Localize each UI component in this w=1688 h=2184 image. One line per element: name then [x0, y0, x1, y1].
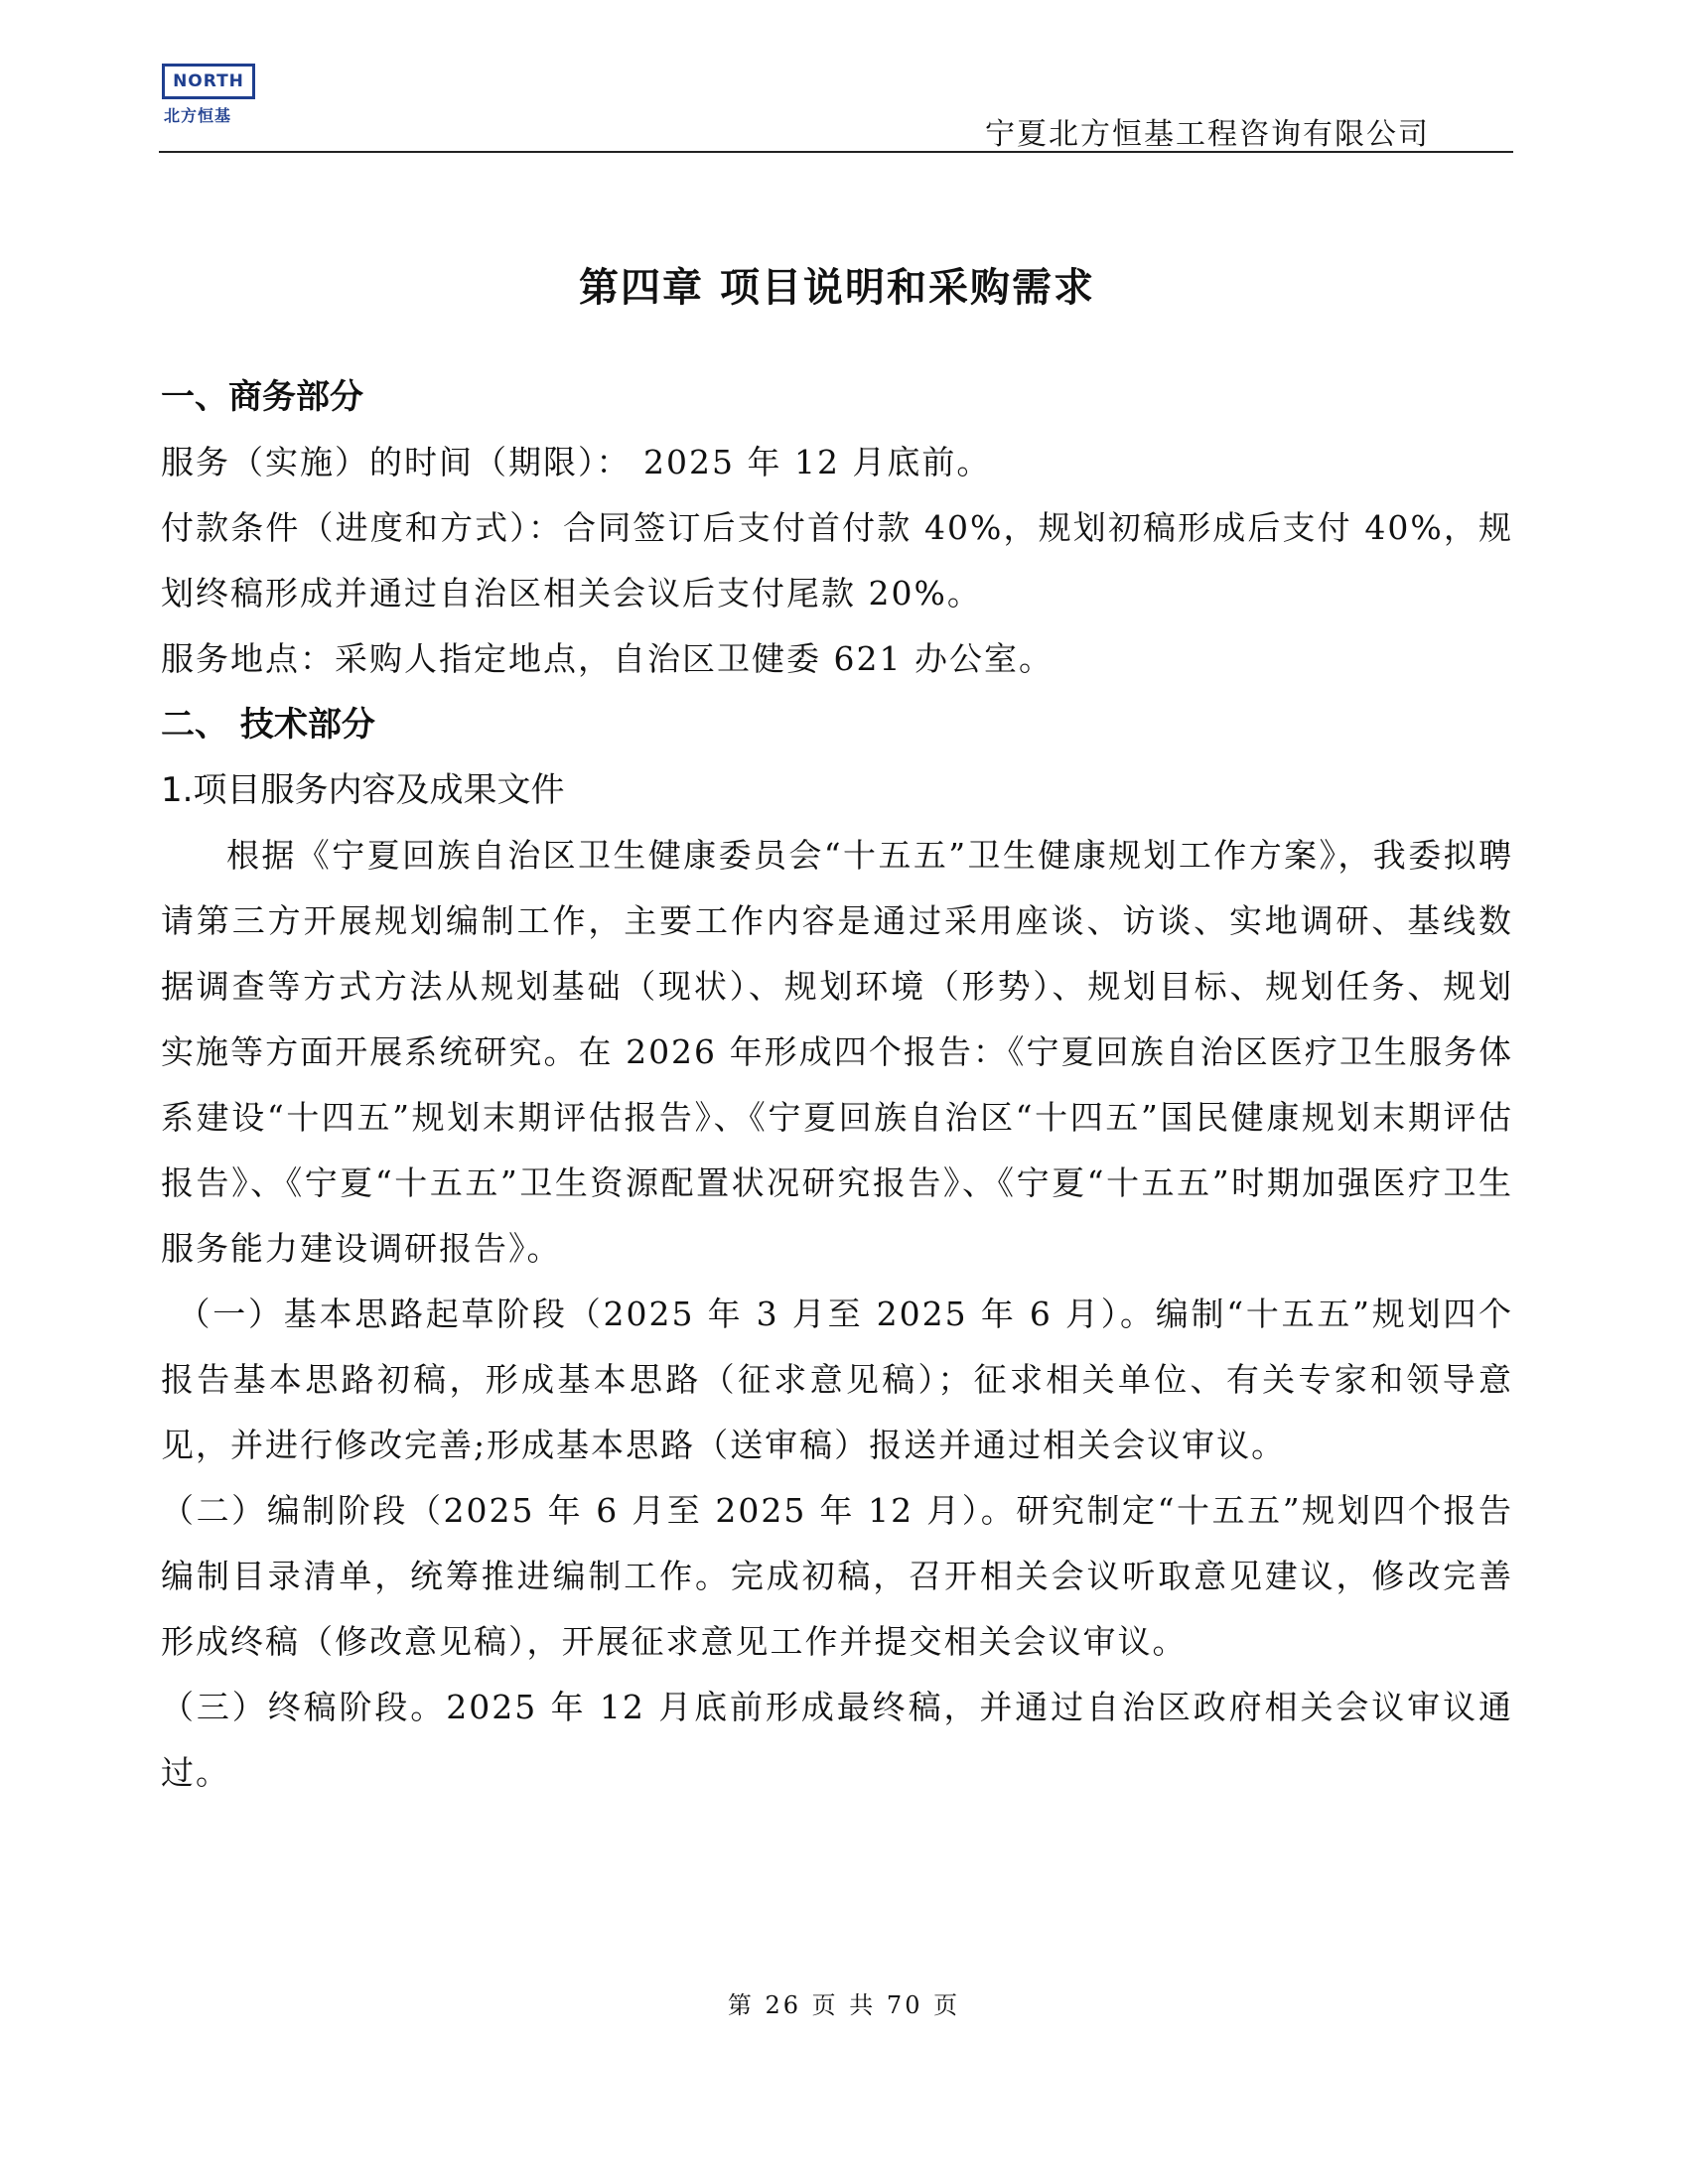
company-logo: [162, 64, 261, 126]
service-location: 服务地点：采购人指定地点，自治区卫健委 621 办公室。: [161, 639, 1054, 678]
intro-paragraph: 根据《宁夏回族自治区卫生健康委员会“十五五”卫生健康规划工作方案》，我委拟聘请第三方开展规划编制工作，主要工作内容是通过采用座谈、访谈、实地调研、基线数据调查等方式方法从规划基础（现状）、规划环境（形势）、规划目标、规划任务、规划实施等方面开展系统研究。在 2026 年形成四个报告：《宁夏回族自治区医疗卫生服务体系建设“十四五”规划末期评估报告》、《宁夏回族自治区“十四五”国民健康规划末期评估报告》、《宁夏“十五五”卫生资源配置状况研究报告》、《宁夏“十五五”时期加强医疗卫生服务能力建设调研报告》。: [161, 836, 1513, 1268]
section-heading-technical: 二、 技术部分: [161, 705, 375, 745]
sub-heading-services: 1.项目服务内容及成果文件: [161, 770, 565, 810]
logo-chinese: 北方恒基: [164, 106, 232, 125]
section-heading-business: 一、商务部分: [161, 377, 363, 417]
service-time: 服务（实施）的时间（期限）： 2025 年 12 月底前。: [161, 443, 992, 481]
chapter-title: 第四章 项目说明和采购需求: [579, 265, 1095, 311]
header-divider: [159, 151, 1513, 153]
header-company-name: 宁夏北方恒基工程咨询有限公司: [985, 117, 1430, 152]
logo-english: NORTH: [162, 64, 255, 99]
document-body: [161, 248, 1513, 1806]
page-number: 第 26 页 共 70 页: [727, 1991, 961, 2019]
stage-one-paragraph: （一）基本思路起草阶段（2025 年 3 月至 2025 年 6 月）。编制“十五五”规划四个报告基本思路初稿，形成基本思路（征求意见稿）；征求相关单位、有关专家和领导意见，并进行修改完善;形成基本思路（送审稿）报送并通过相关会议审议。: [161, 1295, 1513, 1464]
stage-two-paragraph: （二）编制阶段（2025 年 6 月至 2025 年 12 月）。研究制定“十五五”规划四个报告编制目录清单，统筹推进编制工作。完成初稿，召开相关会议听取意见建议，修改完善形成终稿（修改意见稿），开展征求意见工作并提交相关会议审议。: [161, 1491, 1513, 1661]
stage-three-paragraph: （三）终稿阶段。2025 年 12 月底前形成最终稿，并通过自治区政府相关会议审议通过。: [161, 1688, 1513, 1792]
payment-terms: 付款条件（进度和方式）：合同签订后支付首付款 40%，规划初稿形成后支付 40%，规划终稿形成并通过自治区相关会议后支付尾款 20%。: [161, 508, 1513, 613]
